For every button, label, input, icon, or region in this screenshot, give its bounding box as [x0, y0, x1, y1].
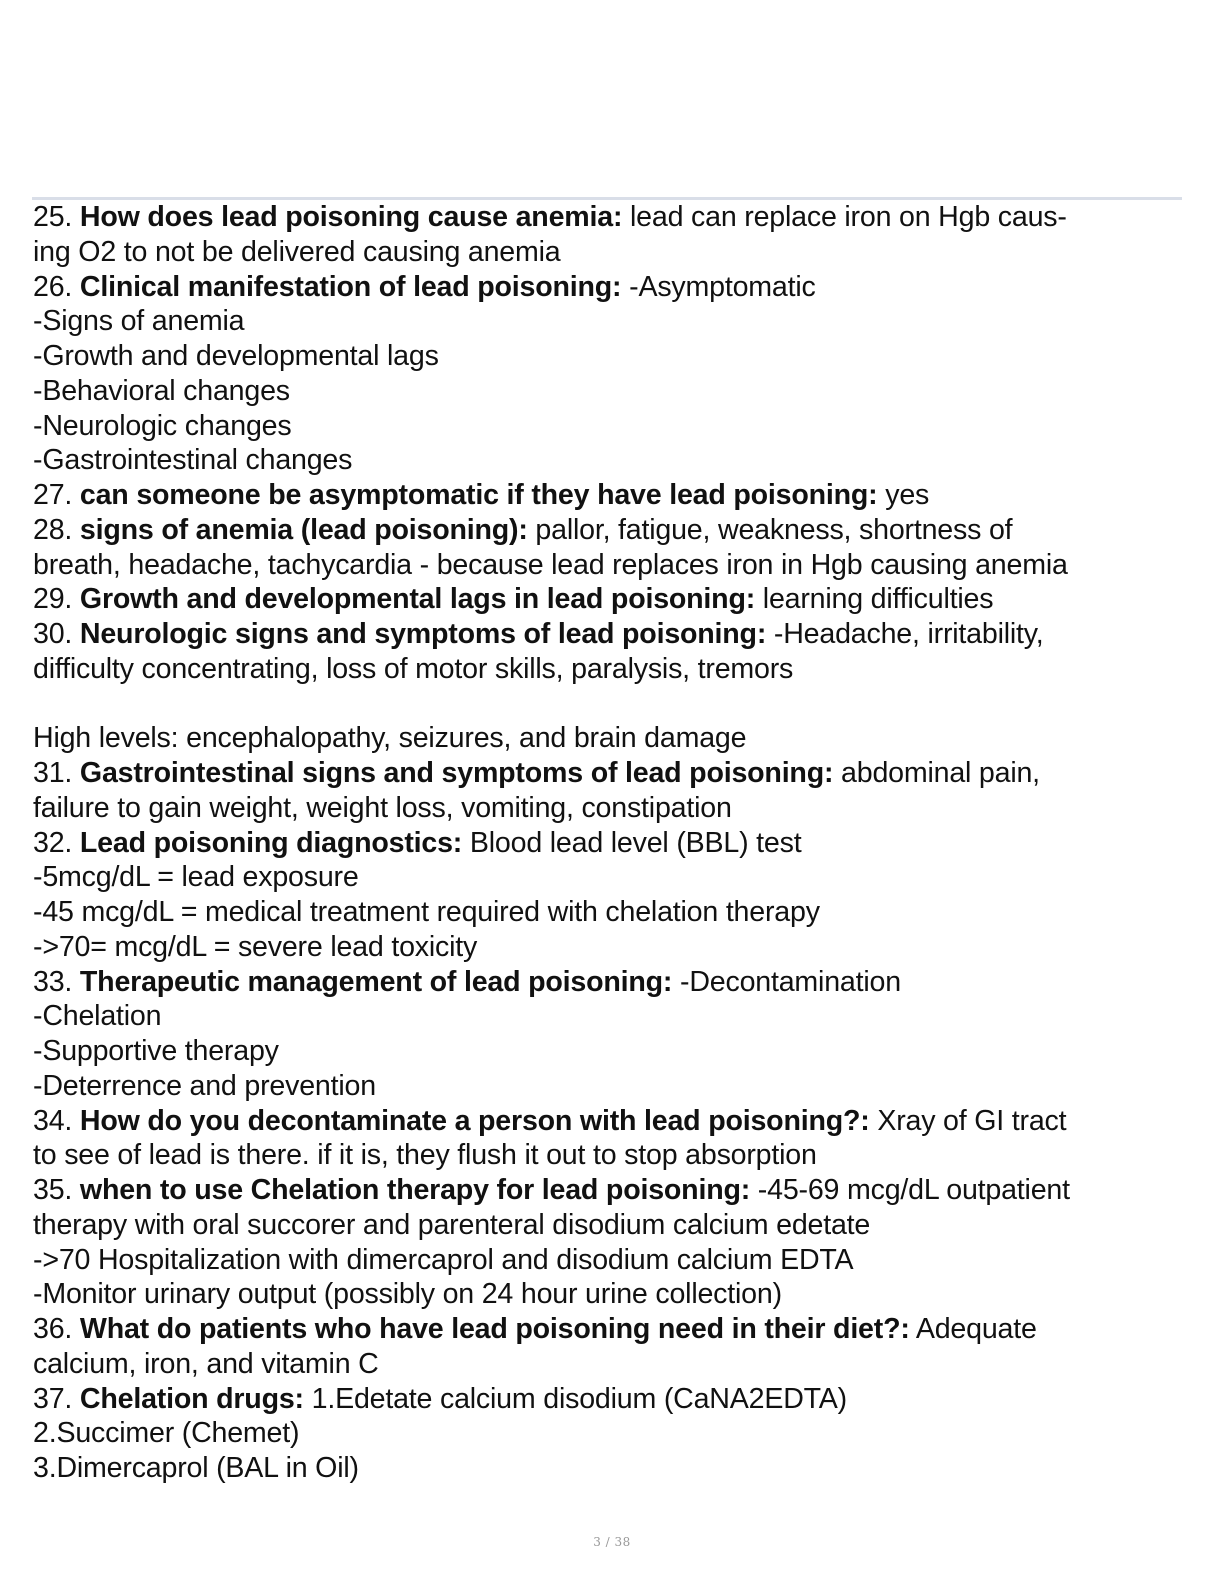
answer-text: ->70 Hospitalization with dimercaprol and disodium calcium EDTA	[33, 1243, 854, 1276]
question-number: 33.	[33, 965, 80, 998]
question-line	[33, 513, 1185, 548]
question-number: 25.	[33, 201, 80, 233]
answer-text: calcium, iron, and vitamin C	[33, 1347, 379, 1380]
answer-text: 1.Edetate calcium disodium (CaNA2EDTA)	[303, 1382, 847, 1415]
question-number: 27.	[33, 479, 80, 511]
blank-line	[33, 687, 1185, 722]
question-number: 37.	[33, 1382, 80, 1415]
question-line	[33, 582, 1185, 617]
answer-line	[33, 791, 1185, 826]
answer-text: Xray of GI tract	[869, 1104, 1067, 1137]
question-line	[33, 826, 1185, 861]
question-text: What do patients who have lead poisoning need in their diet?:	[79, 1313, 910, 1345]
answer-text: -Behavioral changes	[33, 374, 290, 407]
page-number: 3 / 38	[593, 1535, 631, 1549]
question-number: 34.	[33, 1104, 80, 1137]
answer-line	[33, 1138, 1185, 1173]
question-text: signs of anemia (lead poisoning):	[79, 513, 528, 546]
question-number: 26.	[33, 270, 80, 303]
answer-text: -Decontamination	[672, 965, 901, 998]
answer-text: ing O2 to not be delivered causing anemia	[33, 235, 561, 268]
question-line	[33, 200, 1185, 235]
answer-text: breath, headache, tachycardia - because lead replaces iron in Hgb causing anemia	[33, 548, 1068, 581]
answer-text: 2.Succimer (Chemet)	[33, 1417, 300, 1450]
answer-text: -Asymptomatic	[621, 270, 816, 303]
question-text: Clinical manifestation of lead poisoning:	[79, 270, 622, 303]
question-number: 32.	[33, 826, 80, 859]
answer-text: Adequate	[909, 1313, 1037, 1345]
answer-line	[33, 235, 1185, 270]
answer-text: High levels: encephalopathy, seizures, and brain damage	[33, 722, 747, 755]
answer-line	[33, 1208, 1185, 1243]
question-text: Lead poisoning diagnostics:	[79, 826, 463, 859]
question-text: Chelation drugs:	[79, 1382, 304, 1415]
answer-text: difficulty concentrating, loss of motor skills, paralysis, tremors	[33, 652, 794, 685]
answer-line	[33, 443, 1185, 478]
answer-text: -Headache, irritability,	[766, 618, 1044, 650]
answer-text: -Supportive therapy	[33, 1035, 279, 1067]
answer-text: -Neurologic changes	[33, 409, 292, 442]
answer-line	[33, 548, 1185, 583]
answer-text: 3.Dimercaprol (BAL in Oil)	[33, 1452, 359, 1484]
answer-line	[33, 930, 1185, 965]
question-line	[33, 1312, 1185, 1347]
answer-line	[33, 999, 1185, 1034]
answer-line	[33, 1277, 1185, 1312]
answer-line	[33, 895, 1185, 930]
answer-text: -5mcg/dL = lead exposure	[33, 861, 359, 894]
answer-line	[33, 1416, 1185, 1451]
answer-text: -45 mcg/dL = medical treatment required with chelation therapy	[33, 896, 820, 928]
answer-line	[33, 1069, 1185, 1104]
answer-text: abdominal pain,	[833, 757, 1040, 789]
question-text: Growth and developmental lags in lead poisoning:	[79, 583, 756, 616]
answer-line	[33, 409, 1185, 444]
question-text: Therapeutic management of lead poisoning:	[79, 965, 673, 998]
answer-text: -Gastrointestinal changes	[33, 444, 353, 477]
question-line	[33, 756, 1185, 791]
question-line	[33, 965, 1185, 1000]
answer-line	[33, 652, 1185, 687]
answer-line	[33, 339, 1185, 374]
answer-text: yes	[877, 479, 930, 511]
answer-line	[33, 304, 1185, 339]
answer-text: -Chelation	[33, 1000, 162, 1033]
answer-text: -Deterrence and prevention	[33, 1069, 376, 1102]
question-text: when to use Chelation therapy for lead poisoning:	[79, 1174, 751, 1206]
question-text: How do you decontaminate a person with lead poisoning?:	[79, 1104, 870, 1137]
answer-text: ->70= mcg/dL = severe lead toxicity	[33, 930, 478, 963]
question-text: can someone be asymptomatic if they have lead poisoning:	[79, 479, 878, 511]
question-line	[33, 478, 1185, 513]
question-number: 31.	[33, 757, 80, 789]
question-number: 28.	[33, 513, 80, 546]
answer-text: Blood lead level (BBL) test	[462, 826, 802, 859]
answer-line	[33, 860, 1185, 895]
answer-line	[33, 374, 1185, 409]
flashcard-list	[33, 200, 1185, 1486]
answer-text: -Growth and developmental lags	[33, 340, 439, 372]
answer-text: lead can replace iron on Hgb caus-	[622, 201, 1067, 233]
question-number: 36.	[33, 1313, 80, 1345]
answer-line	[33, 721, 1185, 756]
question-number: 29.	[33, 583, 80, 616]
answer-text: failure to gain weight, weight loss, vomiting, constipation	[33, 791, 732, 824]
answer-line	[33, 1243, 1185, 1278]
question-number: 30.	[33, 618, 80, 650]
question-line	[33, 1104, 1185, 1139]
question-line	[33, 617, 1185, 652]
question-line	[33, 270, 1185, 305]
answer-line	[33, 1451, 1185, 1486]
answer-text: -Monitor urinary output (possibly on 24 hour urine collection)	[33, 1278, 782, 1311]
question-text: Gastrointestinal signs and symptoms of lead poisoning:	[79, 757, 834, 789]
answer-text: therapy with oral succorer and parenteral disodium calcium edetate	[33, 1208, 871, 1241]
question-number: 35.	[33, 1174, 80, 1206]
question-line	[33, 1173, 1185, 1208]
answer-text: -Signs of anemia	[33, 305, 245, 338]
question-line	[33, 1382, 1185, 1417]
question-text: Neurologic signs and symptoms of lead poisoning:	[79, 618, 767, 650]
answer-text: to see of lead is there. if it is, they flush it out to stop absorption	[33, 1139, 817, 1172]
question-text: How does lead poisoning cause anemia:	[79, 201, 623, 233]
answer-text: pallor, fatigue, weakness, shortness of	[527, 513, 1013, 546]
answer-text: learning difficulties	[755, 583, 994, 616]
answer-line	[33, 1347, 1185, 1382]
answer-line	[33, 1034, 1185, 1069]
answer-text: -45-69 mcg/dL outpatient	[750, 1174, 1070, 1206]
